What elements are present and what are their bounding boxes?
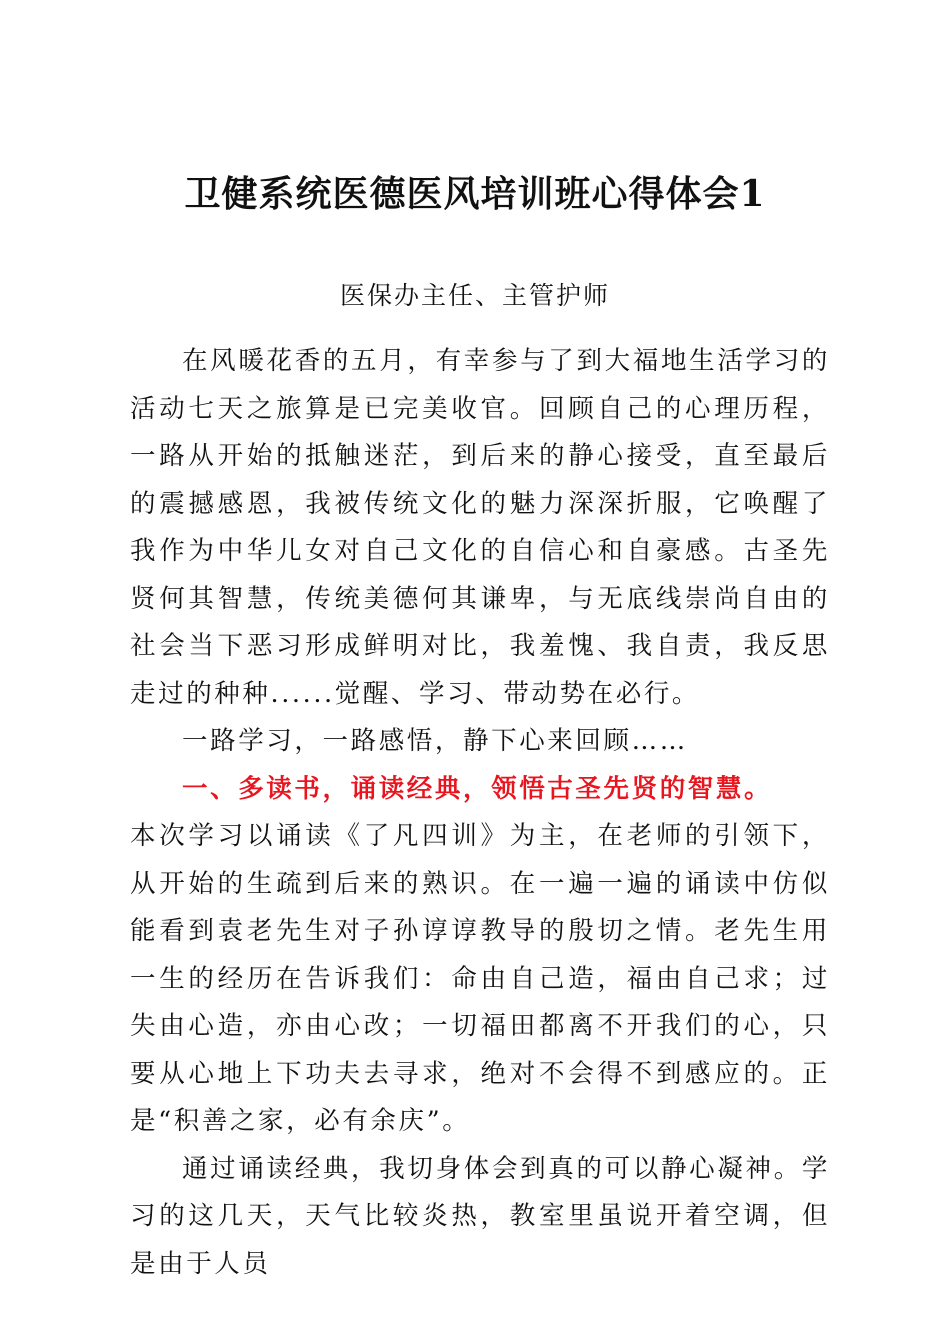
paragraph-reflection: 通过诵读经典，我切身体会到真的可以静心凝神。学习的这几天，天气比较炎热，教室里虽说开着空调，但是由于人员 — [130, 1153, 830, 1279]
paragraph-intro: 在风暖花香的五月，有幸参与了到大福地生活学习的活动七天之旅算是已完美收官。回顾自己的心理历程，一路从开始的抵触迷茫，到后来的静心接受，直至最后的震撼感恩，我被传统文化的魅力深深折服，它唤醒了我作为中华儿女对自己文化的自信心和自豪感。古圣先贤何其智慧，传统美德何其谦卑，与无底线崇尚自由的社会当下恶习形成鲜明对比，我羞愧、我自责，我反思走过的种种......觉醒、学习、带动势在必行。 — [130, 346, 830, 709]
author-line: 医保办主任、主管护师 — [339, 281, 610, 310]
section-heading-1: 一、多读书，诵读经典，领悟古圣先贤的智慧。 — [182, 773, 773, 804]
document-title: 卫健系统医德医风培训班心得体会1 — [184, 173, 766, 215]
document-body — [130, 338, 830, 1288]
paragraph-reading: 本次学习以诵读《了凡四训》为主，在老师的引领下，从开始的生疏到后来的熟识。在一遍一遍的诵读中仿似能看到袁老先生对子孙谆谆教导的殷切之情。老先生用一生的经历在告诉我们：命由自己造，福由自己求；过失由心造，亦由心改；一切福田都离不开我们的心，只要从心地上下功夫去寻求，绝对不会得不到感应的。正是“积善之家，必有余庆”。 — [130, 821, 830, 1136]
paragraph-review: 一路学习，一路感悟，静下心来回顾…… — [182, 726, 688, 756]
